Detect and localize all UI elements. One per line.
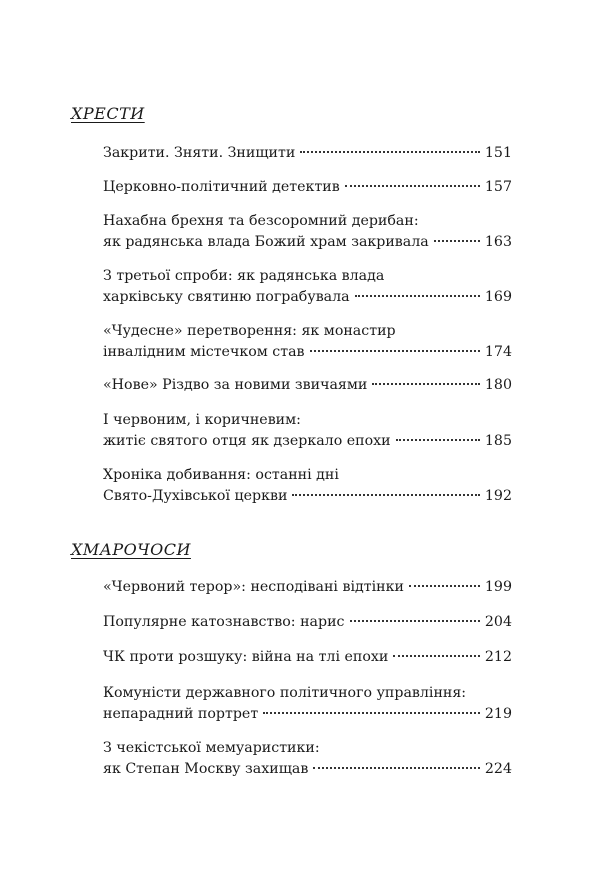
- entry-title-line-1: З третьої спроби: як радянська влада: [103, 268, 385, 284]
- toc-entry[interactable]: [103, 410, 512, 452]
- toc-entry[interactable]: [103, 375, 512, 396]
- dot-leader: [372, 383, 480, 385]
- page-number: 163: [484, 234, 512, 250]
- toc-entry[interactable]: [103, 266, 512, 308]
- dot-leader: [310, 350, 480, 352]
- entry-title-line-2: харківську святиню пограбувала: [103, 289, 350, 305]
- toc-entry[interactable]: [103, 321, 512, 363]
- toc-entry[interactable]: [103, 612, 512, 633]
- entry-title: «Червоний терор»: несподівані відтінки: [103, 579, 404, 595]
- page-number: 185: [484, 433, 512, 449]
- entry-title-line-2: непарадний портрет: [103, 706, 259, 722]
- dot-leader: [292, 494, 479, 496]
- page-number: 151: [484, 145, 512, 161]
- toc-entry[interactable]: [103, 465, 512, 507]
- entry-title: «Нове» Різдво за новими звичаями: [103, 377, 368, 393]
- entry-title-line-1: З чекістської мемуаристики:: [103, 740, 320, 756]
- entry-title: Популярне катознавство: нарис: [103, 614, 345, 630]
- entry-title-line-1: Комуністи державного політичного управління:: [103, 685, 467, 701]
- toc-entry[interactable]: [103, 577, 512, 598]
- entry-title-line-2: Свято-Духівської церкви: [103, 488, 288, 504]
- toc-entry[interactable]: [103, 738, 512, 780]
- entry-title: Церковно-політичний детектив: [103, 179, 340, 195]
- entry-title-line-2: інвалідним містечком став: [103, 344, 305, 360]
- section-title-khmarochosy: ХМАРОЧОСИ: [71, 540, 191, 559]
- entry-title-line-2: як Степан Москву захищав: [103, 761, 309, 777]
- page-number: 180: [484, 377, 512, 393]
- dot-leader: [350, 620, 480, 622]
- toc-entry[interactable]: [103, 211, 512, 253]
- entry-title-line-1: «Чудесне» перетворення: як монастир: [103, 323, 396, 339]
- page-number: 169: [484, 289, 512, 305]
- section-title-khresty: ХРЕСТИ: [71, 104, 145, 123]
- toc-entry[interactable]: [103, 177, 512, 198]
- entry-title-line-2: як радянська влада Божий храм закривала: [103, 234, 429, 250]
- dot-leader: [434, 240, 480, 242]
- toc-entry[interactable]: [103, 647, 512, 668]
- dot-leader: [345, 185, 480, 187]
- toc-entry[interactable]: [103, 143, 512, 164]
- entry-title: ЧК проти розшуку: війна на тлі епохи: [103, 649, 389, 665]
- entry-title-line-1: Хроніка добивання: останні дні: [103, 467, 339, 483]
- page-number: 199: [484, 579, 512, 595]
- entry-title-line-1: І червоним, і коричневим:: [103, 412, 301, 428]
- entry-title: Закрити. Зняти. Знищити: [103, 145, 296, 161]
- page-number: 192: [484, 488, 512, 504]
- dot-leader: [396, 439, 480, 441]
- page-number: 157: [484, 179, 512, 195]
- dot-leader: [409, 585, 480, 587]
- page-number: 219: [484, 706, 512, 722]
- entry-title-line-1: Нахабна брехня та безсоромний дерибан:: [103, 213, 419, 229]
- page-number: 204: [484, 614, 512, 630]
- entry-title-line-2: житіє святого отця як дзеркало епохи: [103, 433, 391, 449]
- dot-leader: [263, 712, 480, 714]
- dot-leader: [355, 295, 480, 297]
- dot-leader: [313, 767, 480, 769]
- page-number: 212: [484, 649, 512, 665]
- dot-leader: [393, 655, 480, 657]
- page-number: 174: [484, 344, 512, 360]
- dot-leader: [300, 151, 480, 153]
- page-number: 224: [484, 761, 512, 777]
- toc-entry[interactable]: [103, 683, 512, 725]
